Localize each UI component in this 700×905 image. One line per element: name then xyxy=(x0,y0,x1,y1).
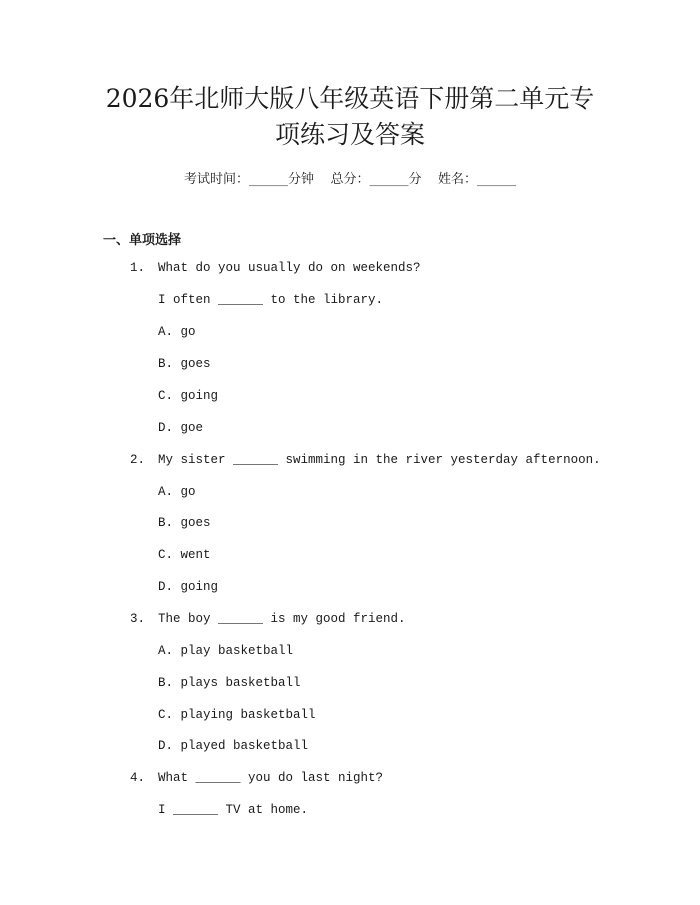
answer-option: C. going xyxy=(158,389,219,403)
question-stem: The boy ______ is my good friend. xyxy=(158,612,406,626)
answer-option: D. played basketball xyxy=(158,739,309,753)
answer-option: A. play basketball xyxy=(158,644,294,658)
question-stem: My sister ______ swimming in the river yesterday afternoon. xyxy=(158,453,601,467)
answer-option: A. go xyxy=(158,325,196,339)
section-heading: 一、单项选择 xyxy=(103,233,182,248)
question-stem: What do you usually do on weekends? xyxy=(158,261,421,275)
question-number: 4. xyxy=(130,771,146,785)
answer-option: B. goes xyxy=(158,357,211,371)
question-number: 1. xyxy=(130,261,146,275)
question-sub-line: I ______ TV at home. xyxy=(158,803,309,817)
document-title-line-2: 项练习及答案 xyxy=(274,120,425,149)
answer-option: C. went xyxy=(158,548,211,562)
answer-option: B. plays basketball xyxy=(158,676,301,690)
question-number: 2. xyxy=(130,453,146,467)
question-stem: What ______ you do last night? xyxy=(158,771,384,785)
question-sub-line: I often ______ to the library. xyxy=(158,293,384,307)
exam-meta-line: 考试时间：______分钟 总分：______分 姓名：______ xyxy=(183,172,517,187)
answer-option: D. going xyxy=(158,580,219,594)
question-number: 3. xyxy=(130,612,146,626)
answer-option: D. goe xyxy=(158,421,204,435)
answer-option: B. goes xyxy=(158,516,211,530)
document-title-line-1: 2026年北师大版八年级英语下册第二单元专 xyxy=(105,84,595,113)
answer-option: A. go xyxy=(158,485,196,499)
answer-option: C. playing basketball xyxy=(158,708,316,722)
